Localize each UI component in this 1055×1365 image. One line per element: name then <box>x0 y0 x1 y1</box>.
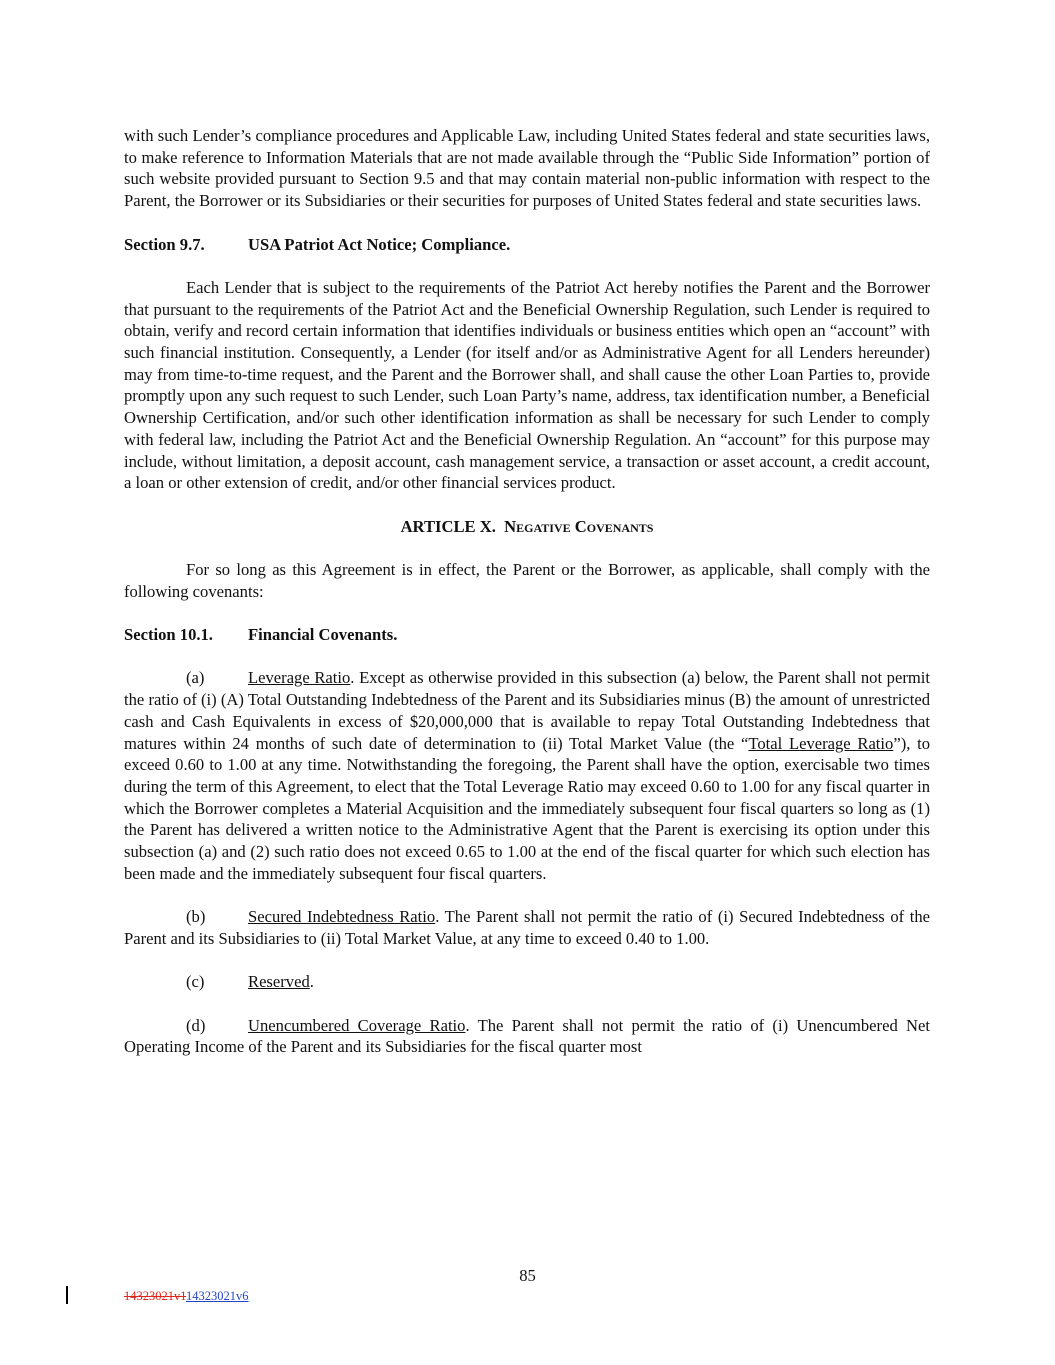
document-page <box>124 125 930 1058</box>
article-heading <box>124 516 930 538</box>
item-heading: Reserved <box>248 972 310 992</box>
item-a-leverage-ratio <box>124 667 930 884</box>
item-text: . The Parent shall not permit the ratio of (i) Unencumbered Net Operating Income of the Parent and its Subsidiaries for the fiscal quarter most <box>124 1015 930 1057</box>
item-c-reserved <box>124 971 930 993</box>
page-number: 85 <box>519 1266 536 1285</box>
item-b-secured-indebtedness-ratio <box>124 906 930 949</box>
item-d-unencumbered-coverage-ratio <box>124 1015 930 1058</box>
inserted-doc-id: 14323021v6 <box>186 1289 249 1303</box>
change-bar <box>66 1286 68 1304</box>
item-letter: (c) <box>186 972 205 992</box>
section-10-1-heading <box>124 624 930 646</box>
item-heading: Leverage Ratio <box>248 668 351 688</box>
article-label: ARTICLE X. <box>400 516 496 536</box>
section-number: Section 9.7. <box>124 234 205 254</box>
item-text: . <box>309 972 314 992</box>
item-heading: Secured Indebtedness Ratio <box>248 907 436 927</box>
deleted-doc-id: 14323021v1 <box>124 1289 187 1303</box>
section-title: USA Patriot Act Notice; Compliance. <box>248 234 511 254</box>
item-letter: (d) <box>186 1015 206 1035</box>
item-letter: (b) <box>186 907 206 927</box>
section-number: Section 10.1. <box>124 625 213 645</box>
article-title: Negative Covenants <box>504 516 654 536</box>
patriot-act-paragraph: Each Lender that is subject to the requirements of the Patriot Act hereby notifies the Parent and the Borrower that pursuant to the requirements of the Patriot Act and the Beneficial Ownership Regulation, such Lender is required to obtain, verify and record certain information that identifies individuals or business entities which open an “account” with such financial institution. Consequently, a Lender (for itself and/or as Administrative Agent for all Lenders hereunder) may from time-to-time request, and the Parent and the Borrower shall, and shall cause the other Loan Parties to, provide promptly upon any such request to such Lender, such Loan Party’s name, address, tax identification number, a Beneficial Ownership Certification, and/or such other identification information as shall be necessary for such Lender to comply with federal law, including the Patriot Act and the Beneficial Ownership Regulation. An “account” for this purpose may include, without limitation, a deposit account, cash management service, a transaction or asset account, a credit account, a loan or other extension of credit, and/or other financial services product. <box>124 277 930 493</box>
covenants-intro-paragraph: For so long as this Agreement is in effect, the Parent or the Borrower, as applicable, shall comply with the following covenants: <box>124 560 930 601</box>
section-title: Financial Covenants. <box>248 625 398 645</box>
defined-term: Total Leverage Ratio <box>748 733 894 753</box>
section-9-7-heading <box>124 234 930 256</box>
item-text-continued: ”), to exceed 0.60 to 1.00 at any time. Notwithstanding the foregoing, the Parent shall have the option, exercisable two times during the term of this Agreement, to elect that the Total Leverage Ratio may exceed 0.60 to 1.00 for any fiscal quarter in which the Borrower completes a Material Acquisition and the immediately subsequent four fiscal quarters so long as (1) the Parent has delivered a written notice to the Administrative Agent that the Parent is exercising its option under this subsection (a) and (2) such ratio does not exceed 0.65 to 1.00 at the end of the fiscal quarter for which such election has been made and the immediately subsequent four fiscal quarters. <box>124 733 930 883</box>
item-heading: Unencumbered Coverage Ratio <box>248 1015 466 1035</box>
document-id <box>124 1289 249 1304</box>
intro-paragraph: with such Lender’s compliance procedures and Applicable Law, including United States federal and state securities laws, to make reference to Information Materials that are not made available through the “Public Side Information” portion of such website provided pursuant to Section 9.5 and that may contain material non-public information with respect to the Parent, the Borrower or its Subsidiaries or their securities for purposes of United States federal and state securities laws. <box>124 126 930 211</box>
item-letter: (a) <box>186 668 205 688</box>
item-text: . The Parent shall not permit the ratio of (i) Secured Indebtedness of the Parent and its Subsidiaries to (ii) Total Market Value, at any time to exceed 0.40 to 1.00. <box>124 907 930 948</box>
item-text: . Except as otherwise provided in this subsection (a) below, the Parent shall not permit the ratio of (i) (A) Total Outstanding Indebtedness of the Parent and its Subsidiaries minus (B) the amount of unrestricted cash and Cash Equivalents in excess of $20,000,000 that is available to repay Total Outstanding Indebtedness that matures within 24 months of such date of determination to (ii) Total Market Value (the “ <box>124 668 930 753</box>
